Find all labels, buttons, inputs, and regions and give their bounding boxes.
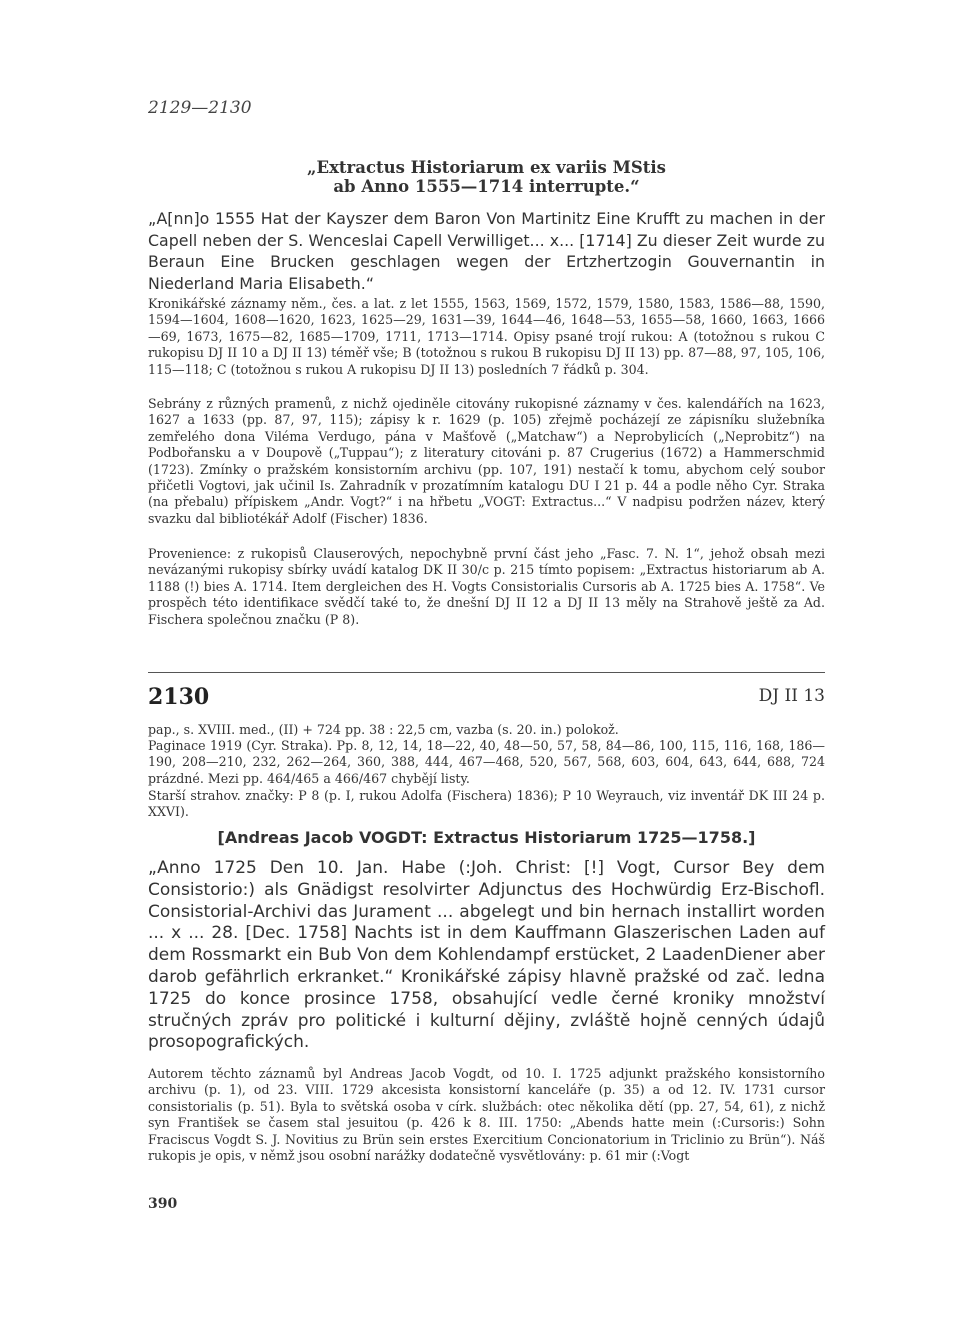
entry-2130-pagination: Paginace 1919 (Cyr. Straka). Pp. 8, 12, 14, 18—22, 40, 48—50, 57, 58, 84—86, 100, 115, 116, 168, 186—190, 208—210, 232, 262—264, 360, 388, 444, 467—468, 520, 567, 568, 603, 604, 643, 644, 688, 724 prázdné. Mezi pp. 464/465 a 466/467 chybějí listy. (148, 738, 825, 786)
entry-2130-signature: DJ II 13 (758, 686, 825, 706)
entry-2130-number: 2130 (148, 684, 210, 710)
entry-2129-provenance: Provenience: z rukopisů Clauserových, nepochybně první část jeho „Fasc. 7. N. 1“, jehož obsah mezi nevázanými rukopisy sbírky uvádí katalog DK II 30/c p. 215 tímto popisem: „Extractus historiarum ab A. 1188 (!) bies A. 1714. Item dergleichen des H. Vogts Consistorialis Cursoris ab A. 1725 bies A. 1758“. Ve prospěch této identifikace svědčí také to, že dnešní DJ II 12 a DJ II 13 měly na Strahově ještě za Ad. Fischera společnou značku (P 8). (148, 546, 825, 627)
entry-2130-author-note: Autorem těchto záznamů byl Andreas Jacob Vogdt, od 10. I. 1725 adjunkt pražského konsistorního archivu (p. 1), od 23. VIII. 1729 akcesista konsistorní kanceláře (p. 35) a od 12. IV. 1731 cursor consistorialis (p. 51). Byla to světská osoba v círk. službách: otec několika dětí (pp. 27, 54, 61), z nichž syn František se časem stal jesuitou (p. 426 k 8. III. 1750: „Abends hatte mein (:Cursoris:) Sohn Fraciscus Vogdt S. J. Novitius zu Brün sein erstes Exercitium Concionatorium in Triclinio zu Brün“). Náš rukopis je opis, v němž jsou osobní narážky dodatečně vysvětlovány: p. 61 mir (:Vogt (148, 1066, 825, 1164)
entry-2129-description: Kronikářské záznamy něm., čes. a lat. z let 1555, 1563, 1569, 1572, 1579, 1580, 1583, 1586—88, 1590, 1594—1604, 1608—1620, 1623, 1625—29, 1631—39, 1644—46, 1648—53, 1655—58, 1660, 1663, 1666—69, 1673, 1675—82, 1685—1709, 1711, 1713—1714. Opisy psané trojí rukou: A (totožnou s rukou C rukopisu DJ II 10 a DJ II 13) téměř vše; B (totožnou s rukou B rukopisu DJ II 13) pp. 87—88, 97, 105, 106, 115—118; C (totožnou s rukou A rukopisu DJ II 13) posledních 7 řádků p. 304. (148, 296, 825, 377)
entry-2130-quote: „Anno 1725 Den 10. Jan. Habe (:Joh. Christ: [!] Vogt, Cursor Bey dem Consistorio:) als Gnädigst resolvirter Adjunctus des Hochwürdig Erz-Bischofl. Consistorial-Archivi das Jurament ... abgelegt und bin hernach installirt worden ... x ... 28. [Dec. 1758] Nachts ist in dem Kauffmann Glaszerischen Laden auf dem Rossmarkt ein Bub Von dem Kohlendampf erstücket, 2 LaadenDiener aber darob gefährlich erkranket.“ Kronikářské zápisy hlavně pražské od zač. ledna 1725 do konce prosince 1758, obsahující vedle černé kroniky množství stručných zpráv pro politické i kulturní dějiny, zvláště hojně cenných údajů prosopografických. (148, 858, 825, 1053)
page-number: 390 (148, 1196, 178, 1212)
entry-2129-title-line1: „Extractus Historiarum ex variis MStis (307, 158, 666, 177)
entry-2130-title: [Andreas Jacob VOGDT: Extractus Historiarum 1725—1758.] (217, 828, 756, 847)
entry-2129-title (148, 158, 825, 196)
entry-2129-title-line2: ab Anno 1555—1714 interrupte.“ (333, 177, 640, 196)
entry-2130-physical: pap., s. XVIII. med., (II) + 724 pp. 38 : 22,5 cm, vazba (s. 20. in.) polokož. (148, 722, 619, 737)
running-head: 2129—2130 (148, 98, 252, 118)
section-divider (148, 672, 825, 673)
entry-2130-older-marks: Starší strahov. značky: P 8 (p. I, rukou Adolfa (Fischera) 1836); P 10 Weyrauch, viz inventář DK III 24 p. XXVI). (148, 788, 825, 820)
entry-2129-sources: Sebrány z různých pramenů, z nichž ojediněle citovány rukopisné záznamy v čes. kalendářích na 1623, 1627 a 1633 (pp. 87, 97, 115); zápisy k r. 1629 (p. 105) zřejmě pocházejí ze zápisníku služebníka zemřelého dona Viléma Verdugo, pána v Mašťově („Matchaw“) a Neprobylicích („Neprobitz“) na Podbořansku a v Doupově („Tuppau“); z literatury citováni p. 87 Crugerius (1672) a Hammerschmid (1723). Zmínky o pražském konsistorním archivu (pp. 107, 191) nestačí k tomu, abychom celý soubor přičetli Vogtovi, jak učinil Is. Zahradník v prozatímním katalogu DU I 21 p. 44 a podle něho Cyr. Straka (na přebalu) přípiskem „Andr. Vogt?“ i na hřbetu „VOGT: Extractus...“ V nadpisu podržen název, který svazku dal bibliotékář Adolf (Fischer) 1836. (148, 396, 825, 526)
entry-2129-quote: „A[nn]o 1555 Hat der Kayszer dem Baron Von Martinitz Eine Krufft zu machen in der Capell neben der S. Wenceslai Capell Verwilliget... x... [1714] Zu dieser Zeit wurde zu Beraun Eine Brucken geschlagen wegen der Ertzhertzogin Gouvernantin in Niederland Maria Elisabeth.“ (148, 209, 825, 293)
